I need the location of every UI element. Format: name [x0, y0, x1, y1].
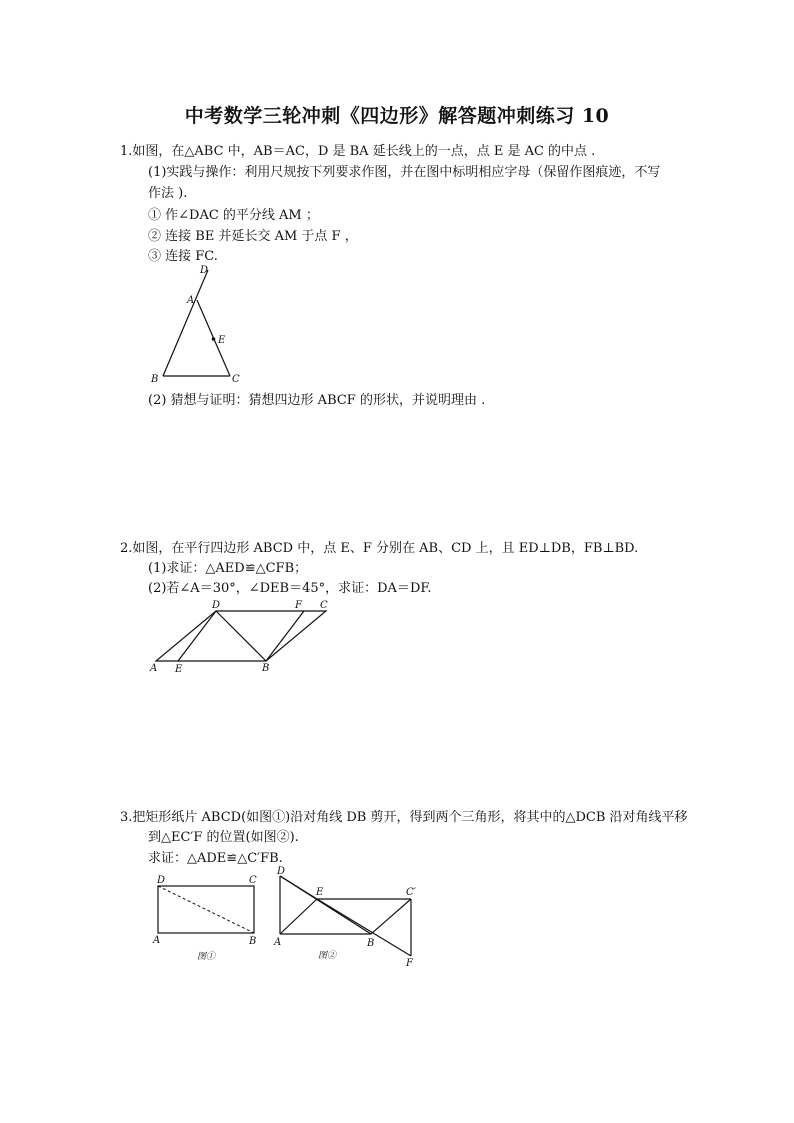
q3-figure-2 — [270, 862, 430, 970]
q1-stem: 1.如图，在△ABC 中，AB＝AC，D 是 BA 延长线上的一点，点 E 是 AC 的中点 . — [120, 144, 596, 159]
q3-fig1-label-c: C — [249, 875, 257, 886]
q3-fig1-label-a: A — [153, 935, 161, 946]
q3-figure-1 — [145, 865, 275, 965]
q3-fig2-label-e: E — [316, 887, 324, 898]
q3-fig2-caption: 图② — [318, 951, 337, 961]
q1-step1: ① 作∠DAC 的平分线 AM ； — [148, 208, 319, 223]
q1-label-d: D — [200, 265, 209, 276]
q1-label-b: B — [151, 374, 159, 385]
q2-parallelogram-figure — [145, 597, 345, 677]
q2-diagonal-db — [216, 611, 266, 661]
q3-fig1-caption: 图① — [197, 952, 216, 962]
q3-diagonal-ef — [317, 899, 411, 956]
page-title: 中考数学三轮冲刺《四边形》解答题冲刺练习 10 — [184, 105, 610, 127]
q1-step2: ② 连接 BE 并延长交 AM 于点 F ， — [148, 229, 358, 244]
q1-point-e — [212, 337, 216, 341]
q3-fig2-label-b: B — [367, 938, 375, 949]
q3-fig2-label-f: F — [406, 958, 413, 969]
q2-label-f: F — [295, 600, 302, 611]
q3-segment-de — [280, 876, 317, 899]
q1-side-ab-extended — [163, 270, 208, 376]
q2-stem: 2.如图，在平行四边形 ABCD 中，点 E、F 分别在 AB、CD 上，且 ED⊥DB，FB⊥BD. — [120, 541, 639, 556]
q3-stem-continued: 到△EC′F 的位置(如图②). — [148, 830, 299, 845]
q2-label-e: E — [175, 664, 183, 675]
q2-segment-fb — [266, 611, 304, 661]
q3-fig2-label-a: A — [274, 937, 282, 948]
q1-label-c: C — [232, 374, 240, 385]
q2-segment-ed — [178, 611, 216, 661]
q1-label-e: E — [218, 335, 226, 346]
q2-part1: (1)求证：△AED≌△CFB； — [148, 561, 308, 576]
q3-stem: 3.把矩形纸片 ABCD(如图①)沿对角线 DB 剪开，得到两个三角形，将其中的△DCB 沿对角线平移 — [120, 810, 688, 825]
q1-part2: (2) 猜想与证明：猜想四边形 ABCF 的形状，并说明理由 . — [148, 393, 486, 408]
q1-label-a: A — [187, 295, 195, 306]
q3-fig1-label-d: D — [157, 875, 166, 886]
q1-part1-line2: 作法 ). — [148, 186, 188, 201]
q3-fig2-label-c-prime: C′ — [406, 887, 416, 898]
q2-label-b: B — [262, 663, 270, 674]
q3-dashed-diagonal-db — [158, 886, 254, 933]
q2-label-c: C — [320, 600, 328, 611]
q1-step3: ③ 连接 FC. — [148, 249, 218, 264]
q2-part2: (2)若∠A＝30°，∠DEB＝45°，求证：DA＝DF. — [148, 581, 432, 596]
q1-triangle-figure — [140, 260, 250, 388]
q3-fig1-label-b: B — [249, 936, 257, 947]
q3-segment-bc — [371, 899, 411, 934]
q2-label-d: D — [212, 600, 221, 611]
q1-part1-line1: (1)实践与操作：利用尺规按下列要求作图，并在图中标明相应字母（保留作图痕迹，不写 — [148, 165, 661, 180]
q3-fig2-label-d: D — [277, 866, 286, 877]
q2-label-a: A — [150, 663, 158, 674]
q3-prove: 求证：△ADE≌△C′FB. — [148, 851, 283, 866]
q3-segment-ae — [280, 899, 317, 934]
